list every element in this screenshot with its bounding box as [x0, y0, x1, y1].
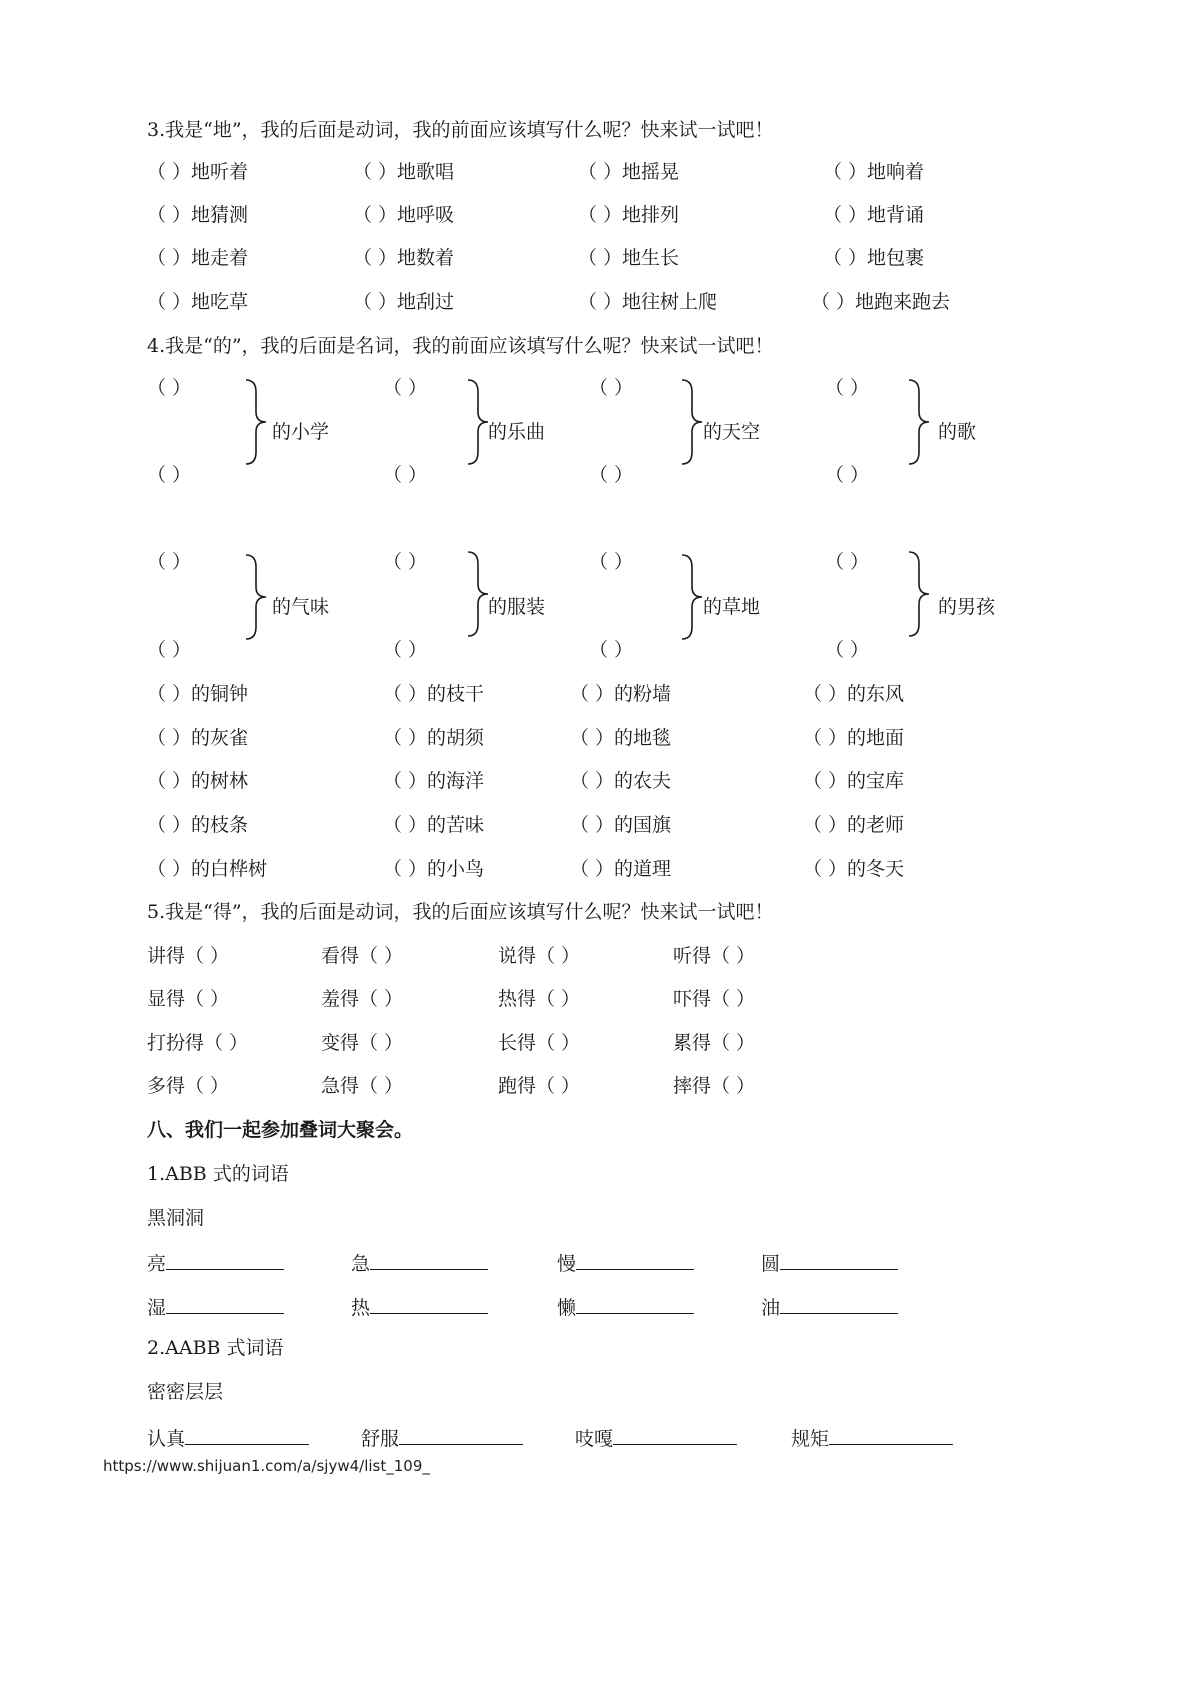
answer-blank[interactable]	[370, 1249, 488, 1270]
answer-blank[interactable]	[613, 1424, 737, 1445]
q4-item: （ ）的枝干	[383, 683, 485, 705]
aabb-word: 舒服	[361, 1428, 400, 1450]
q4-item: （ ）的粉墙	[570, 683, 672, 705]
brace-noun: 的天空	[703, 421, 761, 443]
q3-item: （ ）地走着	[147, 247, 249, 269]
q5-item: 累得（ ）	[673, 1032, 756, 1054]
q4-item: （ ）的老师	[803, 814, 905, 836]
abb-char: 慢	[557, 1253, 577, 1275]
brace-icon	[466, 550, 492, 638]
q4-item: （ ）的农夫	[570, 770, 672, 792]
abb-char: 油	[761, 1297, 781, 1319]
blank-paren: （ ）	[147, 464, 192, 486]
q4-item: （ ）的树林	[147, 770, 249, 792]
blank-paren: （ ）	[147, 551, 192, 573]
q5-item: 多得（ ）	[147, 1075, 230, 1097]
aabb-word: 吱嘎	[575, 1428, 614, 1450]
blank-paren: （ ）	[383, 377, 428, 399]
aabb-item	[575, 1424, 737, 1451]
abb-item	[761, 1293, 898, 1320]
blank-paren: （ ）	[589, 551, 634, 573]
q5-item: 长得（ ）	[498, 1032, 581, 1054]
q4-item: （ ）的胡须	[383, 727, 485, 749]
q5-heading: 5.我是“得”，我的后面是动词，我的后面应该填写什么呢？快来试一试吧！	[147, 901, 774, 923]
q3-item: （ ）地背诵	[823, 204, 925, 226]
q5-item: 羞得（ ）	[321, 988, 404, 1010]
q5-item: 跑得（ ）	[498, 1075, 581, 1097]
blank-paren: （ ）	[825, 639, 870, 661]
abb-title: 1.ABB 式的词语	[147, 1163, 289, 1185]
q5-item: 显得（ ）	[147, 988, 230, 1010]
answer-blank[interactable]	[780, 1293, 898, 1314]
abb-item	[351, 1293, 488, 1320]
answer-blank[interactable]	[576, 1293, 694, 1314]
q3-item: （ ）地刮过	[353, 291, 455, 313]
q4-item: （ ）的宝库	[803, 770, 905, 792]
section8-heading: 八、我们一起参加叠词大聚会。	[147, 1119, 414, 1141]
brace-noun: 的服装	[488, 596, 546, 618]
brace-noun: 的乐曲	[488, 421, 546, 443]
q3-item: （ ）地猜测	[147, 204, 249, 226]
abb-char: 懒	[557, 1297, 577, 1319]
q4-item: （ ）的地毯	[570, 727, 672, 749]
aabb-word: 规矩	[791, 1428, 830, 1450]
q3-item: （ ）地歌唱	[353, 161, 455, 183]
q3-item: （ ）地往树上爬	[578, 291, 718, 313]
q3-heading: 3.我是“地”，我的后面是动词，我的前面应该填写什么呢？快来试一试吧！	[147, 119, 774, 141]
q3-item: （ ）地响着	[823, 161, 925, 183]
answer-blank[interactable]	[370, 1293, 488, 1314]
aabb-title: 2.AABB 式词语	[147, 1337, 284, 1359]
q4-item: （ ）的小鸟	[383, 858, 485, 880]
blank-paren: （ ）	[383, 639, 428, 661]
brace-noun: 的草地	[703, 596, 761, 618]
brace-icon	[907, 550, 933, 638]
q3-item: （ ）地生长	[578, 247, 680, 269]
q5-item: 热得（ ）	[498, 988, 581, 1010]
q5-item: 看得（ ）	[321, 945, 404, 967]
abb-item	[557, 1293, 694, 1320]
abb-item	[557, 1249, 694, 1276]
answer-blank[interactable]	[780, 1249, 898, 1270]
brace-icon	[244, 553, 270, 641]
abb-item	[147, 1293, 284, 1320]
abb-char: 急	[351, 1253, 371, 1275]
blank-paren: （ ）	[147, 377, 192, 399]
q3-item: （ ）地听着	[147, 161, 249, 183]
q4-item: （ ）的东风	[803, 683, 905, 705]
abb-item	[147, 1249, 284, 1276]
blank-paren: （ ）	[147, 639, 192, 661]
blank-paren: （ ）	[589, 464, 634, 486]
abb-char: 圆	[761, 1253, 781, 1275]
footer-url: https://www.shijuan1.com/a/sjyw4/list_109_	[103, 1457, 430, 1475]
q5-item: 听得（ ）	[673, 945, 756, 967]
answer-blank[interactable]	[185, 1424, 309, 1445]
q4-item: （ ）的海洋	[383, 770, 485, 792]
aabb-item	[791, 1424, 953, 1451]
answer-blank[interactable]	[166, 1293, 284, 1314]
aabb-example: 密密层层	[147, 1381, 224, 1403]
q3-item: （ ）地吃草	[147, 291, 249, 313]
answer-blank[interactable]	[166, 1249, 284, 1270]
q4-item: （ ）的灰雀	[147, 727, 249, 749]
q5-item: 打扮得（ ）	[147, 1032, 249, 1054]
blank-paren: （ ）	[589, 639, 634, 661]
blank-paren: （ ）	[383, 551, 428, 573]
brace-icon	[907, 378, 933, 466]
brace-noun: 的歌	[938, 421, 977, 443]
q3-item: （ ）地摇晃	[578, 161, 680, 183]
q3-item: （ ）地跑来跑去	[811, 291, 951, 313]
blank-paren: （ ）	[589, 377, 634, 399]
answer-blank[interactable]	[829, 1424, 953, 1445]
abb-char: 热	[351, 1297, 371, 1319]
brace-noun: 的气味	[272, 596, 330, 618]
q5-item: 讲得（ ）	[147, 945, 230, 967]
abb-char: 亮	[147, 1253, 167, 1275]
q3-item: （ ）地呼吸	[353, 204, 455, 226]
q4-item: （ ）的国旗	[570, 814, 672, 836]
answer-blank[interactable]	[576, 1249, 694, 1270]
q3-item: （ ）地排列	[578, 204, 680, 226]
abb-char: 湿	[147, 1297, 167, 1319]
q4-item: （ ）的冬天	[803, 858, 905, 880]
brace-noun: 的小学	[272, 421, 330, 443]
brace-noun: 的男孩	[938, 596, 996, 618]
q5-item: 变得（ ）	[321, 1032, 404, 1054]
q4-item: （ ）的枝条	[147, 814, 249, 836]
blank-paren: （ ）	[825, 464, 870, 486]
abb-item	[351, 1249, 488, 1276]
blank-paren: （ ）	[383, 464, 428, 486]
q4-item: （ ）的白桦树	[147, 858, 268, 880]
brace-icon	[244, 378, 270, 466]
q5-item: 急得（ ）	[321, 1075, 404, 1097]
aabb-item	[361, 1424, 523, 1451]
aabb-word: 认真	[147, 1428, 186, 1450]
q4-item: （ ）的道理	[570, 858, 672, 880]
abb-example: 黑洞洞	[147, 1207, 205, 1229]
answer-blank[interactable]	[399, 1424, 523, 1445]
q4-item: （ ）的铜钟	[147, 683, 249, 705]
blank-paren: （ ）	[825, 551, 870, 573]
q5-item: 摔得（ ）	[673, 1075, 756, 1097]
q5-item: 说得（ ）	[498, 945, 581, 967]
q3-item: （ ）地数着	[353, 247, 455, 269]
aabb-item	[147, 1424, 309, 1451]
q4-heading: 4.我是“的”，我的后面是名词，我的前面应该填写什么呢？快来试一试吧！	[147, 335, 774, 357]
abb-item	[761, 1249, 898, 1276]
q4-item: （ ）的苦味	[383, 814, 485, 836]
blank-paren: （ ）	[825, 377, 870, 399]
q3-item: （ ）地包裹	[823, 247, 925, 269]
q4-item: （ ）的地面	[803, 727, 905, 749]
q5-item: 吓得（ ）	[673, 988, 756, 1010]
